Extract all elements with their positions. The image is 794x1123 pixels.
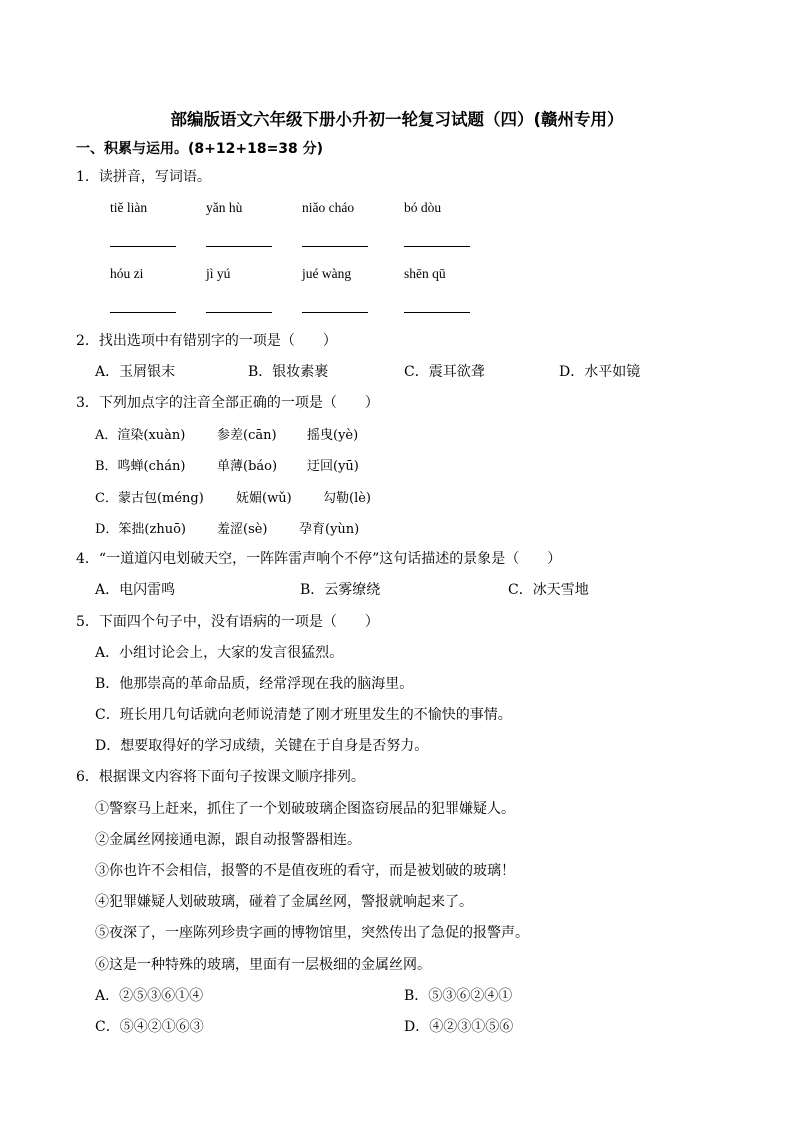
q3-option-b-word-3: 迂回(yū) (307, 459, 359, 474)
answer-blank-7[interactable] (302, 312, 368, 313)
answer-blank-1[interactable] (110, 246, 176, 247)
q3-option-d-word-1[interactable]: D．笨拙(zhuō) (95, 522, 186, 537)
section-heading-1: 一、积累与运用。(8+12+18=38 分) (76, 141, 324, 157)
answer-blank-3[interactable] (302, 246, 368, 247)
q4-option-c[interactable]: C．冰天雪地 (508, 582, 589, 598)
q2-option-b[interactable]: B．银妆素裹 (248, 364, 329, 380)
q3-option-a-word-3: 摇曳(yè) (307, 428, 359, 443)
q6-option-b[interactable]: B．⑤③⑥②④① (404, 988, 513, 1004)
q3-option-a-word-2: 参差(cān) (217, 428, 277, 443)
q6-sentence-6: ⑥这是一种特殊的玻璃，里面有一层极细的金属丝网。 (95, 957, 431, 973)
q3-option-c-word-2: 妩媚(wǔ) (236, 491, 292, 506)
pinyin-5: hóu zi (110, 266, 144, 281)
answer-blank-6[interactable] (206, 312, 272, 313)
q5-option-b[interactable]: B．他那崇高的革命品质，经常浮现在我的脑海里。 (95, 676, 414, 692)
q3-option-c-word-1[interactable]: C．蒙古包(méng) (95, 491, 204, 506)
q4-option-b[interactable]: B．云雾缭绕 (300, 582, 381, 598)
question-1-stem: 1．读拼音，写词语。 (76, 169, 211, 185)
question-3-stem: 3．下列加点字的注音全部正确的一项是（ ） (76, 395, 379, 411)
question-6-stem: 6．根据课文内容将下面句子按课文顺序排列。 (76, 769, 365, 785)
pinyin-3: niǎo cháo (302, 200, 355, 215)
q6-option-d[interactable]: D．④②③①⑤⑥ (404, 1019, 514, 1035)
q3-option-b-word-2: 单薄(báo) (217, 459, 278, 474)
q3-option-d-word-2: 羞涩(sè) (217, 522, 268, 537)
q5-option-c[interactable]: C．班长用几句话就向老师说清楚了刚才班里发生的不愉快的事情。 (95, 707, 512, 723)
q2-option-a[interactable]: A．玉屑银末 (95, 364, 176, 380)
q6-sentence-1: ①警察马上赶来，抓住了一个划破玻璃企图盗窃展品的犯罪嫌疑人。 (95, 801, 515, 817)
q5-option-d[interactable]: D．想要取得好的学习成绩，关键在于自身是否努力。 (95, 738, 429, 754)
pinyin-8: shēn qū (404, 266, 446, 281)
pinyin-1: tiě liàn (110, 200, 148, 215)
q6-sentence-4: ④犯罪嫌疑人划破玻璃，碰着了金属丝网，警报就响起来了。 (95, 894, 473, 910)
answer-blank-4[interactable] (404, 246, 470, 247)
q6-option-c[interactable]: C．⑤④②①⑥③ (95, 1019, 204, 1035)
question-5-stem: 5．下面四个句子中，没有语病的一项是（ ） (76, 614, 379, 630)
answer-blank-8[interactable] (404, 312, 470, 313)
q2-option-d[interactable]: D．水平如镜 (559, 364, 641, 380)
pinyin-2: yǎn hù (206, 200, 243, 215)
q3-option-c-word-3: 勾勒(lè) (323, 491, 371, 506)
page-title: 部编版语文六年级下册小升初一轮复习试题（四）(赣州专用） (170, 110, 624, 129)
q3-option-d-word-3: 孕育(yùn) (299, 522, 360, 537)
q4-option-a[interactable]: A．电闪雷鸣 (95, 582, 176, 598)
q6-sentence-3: ③你也许不会相信，报警的不是值夜班的看守，而是被划破的玻璃！ (95, 863, 515, 879)
pinyin-7: jué wàng (302, 266, 352, 281)
q6-option-a[interactable]: A．②⑤③⑥①④ (95, 988, 204, 1004)
pinyin-6: jì yú (206, 266, 231, 281)
q5-option-a[interactable]: A．小组讨论会上，大家的发言很猛烈。 (95, 645, 344, 661)
question-2-stem: 2．找出选项中有错别字的一项是（ ） (76, 333, 337, 349)
q6-sentence-5: ⑤夜深了，一座陈列珍贵字画的博物馆里，突然传出了急促的报警声。 (95, 925, 529, 941)
pinyin-4: bó dòu (404, 200, 442, 215)
q3-option-a-word-1[interactable]: A．渲染(xuàn) (95, 428, 186, 443)
answer-blank-2[interactable] (206, 246, 272, 247)
q2-option-c[interactable]: C．震耳欲聋 (404, 364, 485, 380)
question-4-stem: 4．“一道道闪电划破天空，一阵阵雷声响个不停”这句话描述的景象是（ ） (76, 551, 562, 567)
answer-blank-5[interactable] (110, 312, 176, 313)
q3-option-b-word-1[interactable]: B．鸣蝉(chán) (95, 459, 186, 474)
q6-sentence-2: ②金属丝网接通电源，跟自动报警器相连。 (95, 832, 361, 848)
